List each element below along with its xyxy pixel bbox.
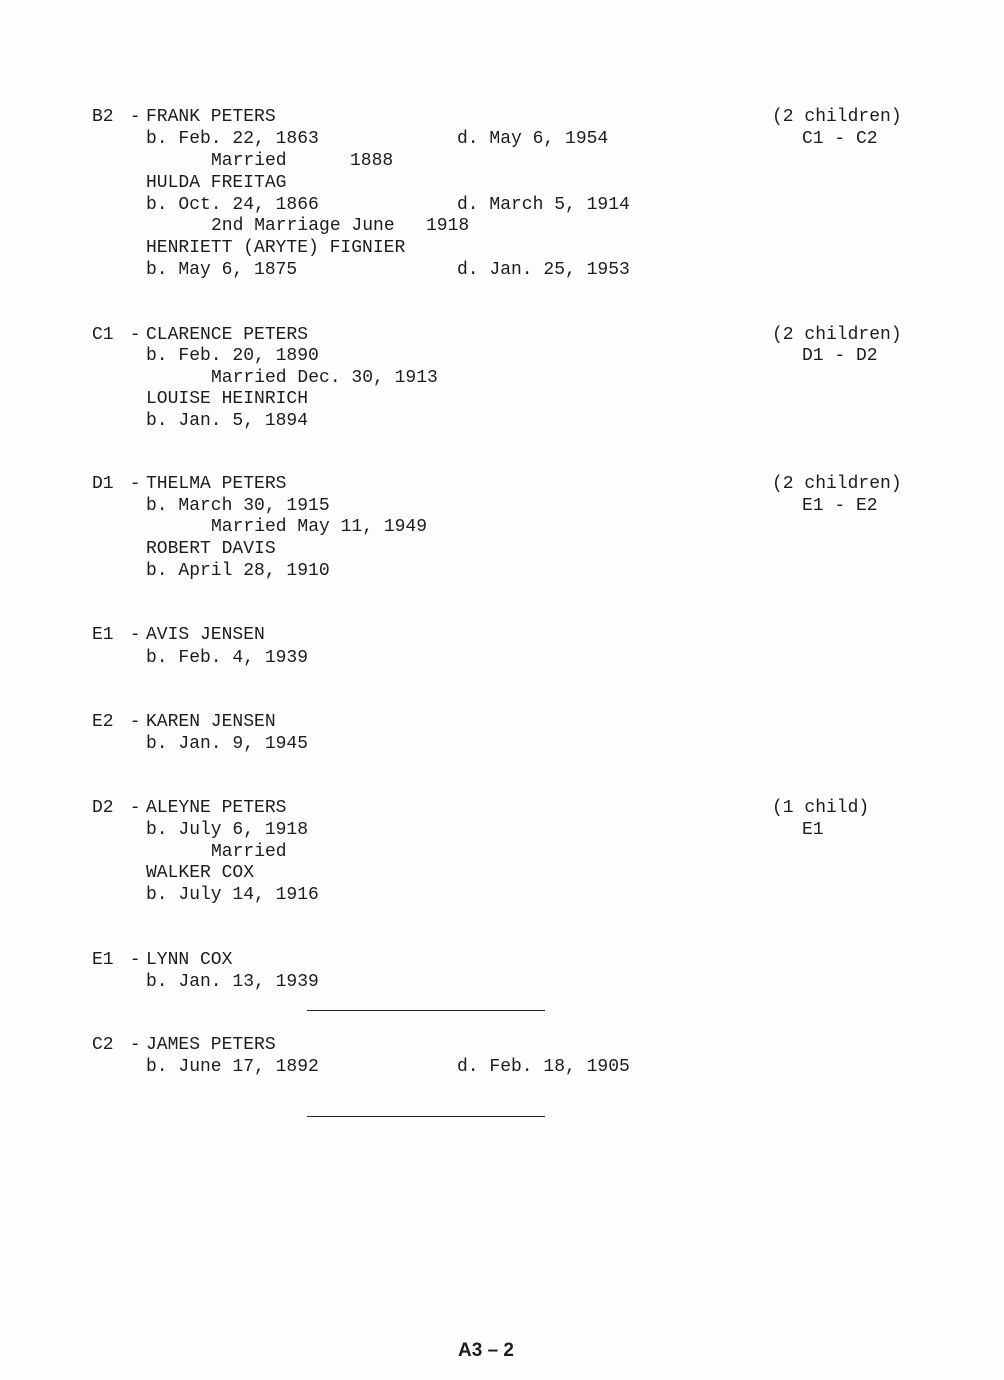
entry-code: E2 — [92, 712, 114, 732]
person-name: AVIS JENSEN — [146, 625, 265, 645]
spouse-name: ROBERT DAVIS — [146, 539, 276, 559]
dash: - — [119, 1035, 152, 1055]
dash: - — [119, 325, 152, 345]
entry-code: E1 — [92, 625, 114, 645]
children-count: (1 child) — [772, 798, 870, 818]
person-name: JAMES PETERS — [146, 1035, 276, 1055]
spouse-birth-date: b. Oct. 24, 1866 — [146, 195, 319, 215]
birth-date: b. June 17, 1892 — [146, 1057, 319, 1077]
marriage-year: 1918 — [426, 216, 470, 236]
marriage-year: 1888 — [350, 151, 394, 171]
spouse-death-date: d. March 5, 1914 — [457, 195, 630, 215]
marriage-line: Married — [211, 842, 287, 862]
marriage-line: Married Dec. 30, 1913 — [211, 368, 438, 388]
spouse-birth-date: b. Jan. 5, 1894 — [146, 411, 309, 431]
children-codes: C1 - C2 — [802, 129, 878, 149]
spouse-name: WALKER COX — [146, 863, 255, 883]
person-name: LYNN COX — [146, 950, 233, 970]
spouse-name: LOUISE HEINRICH — [146, 389, 309, 409]
children-codes: D1 - D2 — [802, 346, 878, 366]
spouse-birth-date: b. April 28, 1910 — [146, 561, 330, 581]
dash: - — [119, 798, 152, 818]
death-date: d. May 6, 1954 — [457, 129, 609, 149]
person-name: ALEYNE PETERS — [146, 798, 287, 818]
marriage-line: 2nd Marriage June — [211, 216, 395, 236]
entry-code: C1 — [92, 325, 114, 345]
birth-date: b. Jan. 9, 1945 — [146, 734, 309, 754]
entry-code: C2 — [92, 1035, 114, 1055]
birth-date: b. July 6, 1918 — [146, 820, 309, 840]
birth-date: b. March 30, 1915 — [146, 496, 330, 516]
spouse-name: HULDA FREITAG — [146, 173, 287, 193]
spouse-birth-date: b. May 6, 1875 — [146, 260, 298, 280]
entry-code: E1 — [92, 950, 114, 970]
person-name: CLARENCE PETERS — [146, 325, 309, 345]
children-count: (2 children) — [772, 107, 902, 127]
person-name: KAREN JENSEN — [146, 712, 276, 732]
separator-rule — [307, 1116, 545, 1117]
person-name: FRANK PETERS — [146, 107, 276, 127]
dash: - — [119, 950, 152, 970]
spouse-birth-date: b. July 14, 1916 — [146, 885, 319, 905]
separator-rule — [307, 1010, 545, 1011]
children-codes: E1 — [802, 820, 824, 840]
dash: - — [119, 625, 152, 645]
entry-code: D1 — [92, 474, 114, 494]
marriage-line: Married May 11, 1949 — [211, 517, 428, 537]
entry-code: B2 — [92, 107, 114, 127]
person-name: THELMA PETERS — [146, 474, 287, 494]
children-codes: E1 - E2 — [802, 496, 878, 516]
birth-date: b. Jan. 13, 1939 — [146, 972, 319, 992]
dash: - — [119, 107, 152, 127]
entry-code: D2 — [92, 798, 114, 818]
death-date: d. Feb. 18, 1905 — [457, 1057, 630, 1077]
page-number: A3 – 2 — [458, 1340, 514, 1361]
children-count: (2 children) — [772, 325, 902, 345]
children-count: (2 children) — [772, 474, 902, 494]
birth-date: b. Feb. 22, 1863 — [146, 129, 319, 149]
birth-date: b. Feb. 4, 1939 — [146, 648, 309, 668]
dash: - — [119, 474, 152, 494]
spouse-death-date: d. Jan. 25, 1953 — [457, 260, 630, 280]
spouse-name: HENRIETT (ARYTE) FIGNIER — [146, 238, 406, 258]
dash: - — [119, 712, 152, 732]
birth-date: b. Feb. 20, 1890 — [146, 346, 319, 366]
marriage-line: Married — [211, 151, 287, 171]
